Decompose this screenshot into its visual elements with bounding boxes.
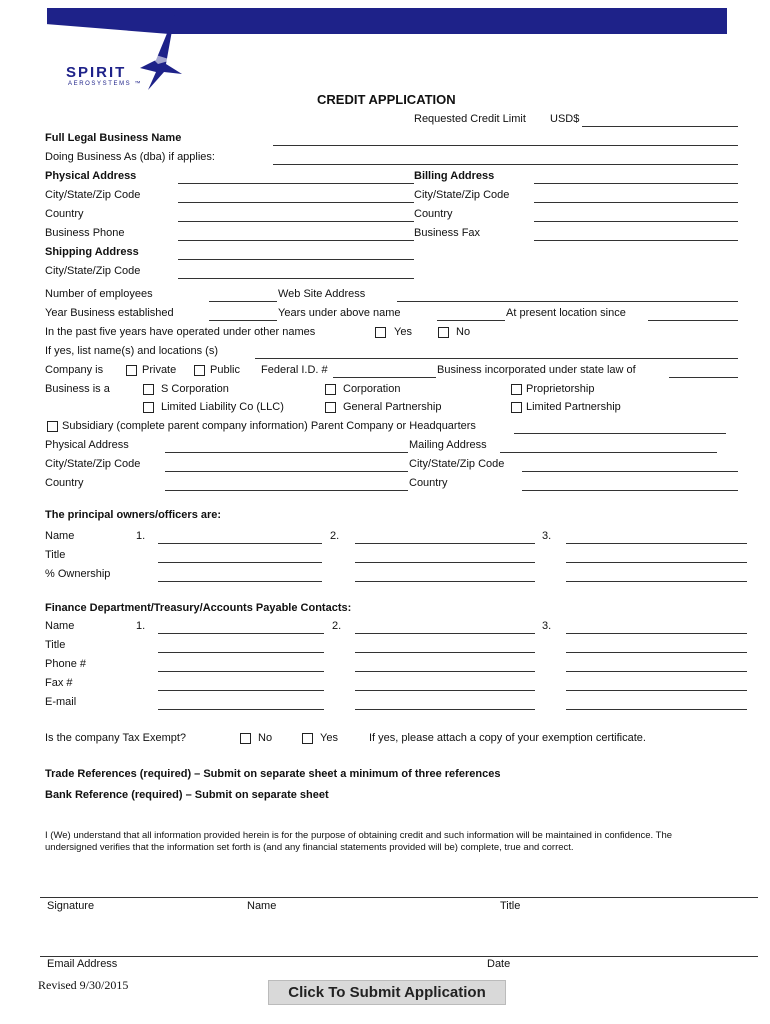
physical-country-input[interactable] <box>178 208 414 222</box>
mailing-address-input[interactable] <box>500 439 717 453</box>
years-under-name-label: Years under above name <box>278 307 401 319</box>
finance-num-1: 1. <box>136 620 146 632</box>
tax-exempt-no-checkbox[interactable] <box>240 733 251 744</box>
private-label: Private <box>142 364 177 376</box>
owner-2-title-input[interactable] <box>355 549 535 563</box>
parent-physical-input[interactable] <box>165 439 408 453</box>
usd-label: USD$ <box>550 113 580 125</box>
bank-reference-note: Bank Reference (required) – Submit on separate sheet <box>45 789 329 801</box>
company-is-label: Company is <box>45 364 104 376</box>
owner-3-name-input[interactable] <box>566 530 747 544</box>
parent-city-label: City/State/Zip Code <box>45 458 141 470</box>
limited-partnership-checkbox[interactable] <box>511 402 522 413</box>
finance-2-name-input[interactable] <box>355 620 535 634</box>
shipping-address-label: Shipping Address <box>45 246 139 258</box>
finance-email-label: E-mail <box>45 696 77 708</box>
owner-num-1: 1. <box>136 530 146 542</box>
public-checkbox[interactable] <box>194 365 205 376</box>
mailing-country-input[interactable] <box>522 477 738 491</box>
federal-id-input[interactable] <box>333 364 436 378</box>
number-employees-input[interactable] <box>209 288 277 302</box>
finance-fax-label: Fax # <box>45 677 73 689</box>
other-names-yes-label: Yes <box>394 326 412 338</box>
finance-heading: Finance Department/Treasury/Accounts Payable Contacts: <box>45 602 352 614</box>
finance-3-name-input[interactable] <box>566 620 747 634</box>
other-names-label: In the past five years have operated under other names <box>45 326 316 338</box>
federal-id-label: Federal I.D. # <box>261 364 328 376</box>
owner-3-title-input[interactable] <box>566 549 747 563</box>
finance-3-email-input[interactable] <box>566 696 747 710</box>
finance-1-email-input[interactable] <box>158 696 324 710</box>
submit-application-button[interactable]: Click To Submit Application <box>268 980 506 1005</box>
owner-1-ownership-input[interactable] <box>158 568 322 582</box>
website-input[interactable] <box>397 288 738 302</box>
public-label: Public <box>210 364 240 376</box>
list-names-label: If yes, list name(s) and locations (s) <box>45 345 219 357</box>
header-separator: / <box>347 33 351 44</box>
incorporated-state-label: Business incorporated under state law of <box>437 364 636 376</box>
corporation-label: Corporation <box>343 383 401 395</box>
finance-3-title-input[interactable] <box>566 639 747 653</box>
exemption-note: If yes, please attach a copy of your exemption certificate. <box>369 732 646 744</box>
business-fax-label: Business Fax <box>414 227 481 239</box>
finance-num-3: 3. <box>542 620 552 632</box>
finance-2-email-input[interactable] <box>355 696 535 710</box>
physical-address-input[interactable] <box>178 170 414 184</box>
proprietorship-label: Proprietorship <box>526 383 595 395</box>
billing-city-label: City/State/Zip Code <box>414 189 510 201</box>
shipping-city-label: City/State/Zip Code <box>45 265 141 277</box>
disclaimer-line-2: undersigned verifies that the information set forth is (and any financial statements provided will be) complete, true and correct. <box>45 842 574 853</box>
private-checkbox[interactable] <box>126 365 137 376</box>
full-legal-name-input[interactable] <box>273 132 738 146</box>
mailing-city-input[interactable] <box>522 458 738 472</box>
billing-address-input[interactable] <box>534 170 738 184</box>
business-phone-label: Business Phone <box>45 227 125 239</box>
trade-references-note: Trade References (required) – Submit on separate sheet a minimum of three references <box>45 768 501 780</box>
signature-label: Signature <box>47 900 95 912</box>
owner-1-title-input[interactable] <box>158 549 322 563</box>
finance-3-fax-input[interactable] <box>566 677 747 691</box>
owner-num-3: 3. <box>542 530 552 542</box>
disclaimer-line-1: I (We) understand that all information provided herein is for the purpose of obtaining credit and such information will be maintained in confidence. The <box>45 830 673 841</box>
city-state-zip-label: City/State/Zip Code <box>45 189 141 201</box>
credit-limit-input[interactable] <box>582 113 738 127</box>
year-established-label: Year Business established <box>45 307 174 319</box>
owner-2-ownership-input[interactable] <box>355 568 535 582</box>
revised-date: Revised 9/30/2015 <box>38 978 129 992</box>
owner-name-label: Name <box>45 530 75 542</box>
finance-2-phone-input[interactable] <box>355 658 535 672</box>
page-title: CREDIT APPLICATION <box>317 92 456 107</box>
other-names-yes-checkbox[interactable] <box>375 327 386 338</box>
logo-sub: AEROSYSTEMS ™ <box>68 81 143 87</box>
finance-2-fax-input[interactable] <box>355 677 535 691</box>
owner-num-2: 2. <box>330 530 340 542</box>
finance-1-phone-input[interactable] <box>158 658 324 672</box>
finance-1-fax-input[interactable] <box>158 677 324 691</box>
business-phone-input[interactable] <box>178 227 414 241</box>
country-label: Country <box>45 208 84 220</box>
parent-physical-label: Physical Address <box>45 439 129 451</box>
billing-country-label: Country <box>414 208 453 220</box>
billing-address-label: Billing Address <box>414 170 495 182</box>
shipping-city-input[interactable] <box>178 265 414 279</box>
physical-address-label: Physical Address <box>45 170 137 182</box>
finance-2-title-input[interactable] <box>355 639 535 653</box>
finance-1-title-input[interactable] <box>158 639 324 653</box>
ownership-label: % Ownership <box>45 568 111 580</box>
general-partnership-checkbox[interactable] <box>325 402 336 413</box>
year-established-input[interactable] <box>209 307 277 321</box>
owner-title-label: Title <box>45 549 66 561</box>
other-names-no-checkbox[interactable] <box>438 327 449 338</box>
email-date-line <box>40 956 758 957</box>
years-under-name-input[interactable] <box>437 307 505 321</box>
owners-heading: The principal owners/officers are: <box>45 509 222 521</box>
llc-label: Limited Liability Co (LLC) <box>161 401 284 413</box>
owner-2-name-input[interactable] <box>355 530 535 544</box>
proprietorship-checkbox[interactable] <box>511 384 522 395</box>
other-names-no-label: No <box>456 326 471 338</box>
general-partnership-label: General Partnership <box>343 401 442 413</box>
email-address-label: Email Address <box>47 958 118 970</box>
finance-1-name-input[interactable] <box>158 620 324 634</box>
subsidiary-label: Subsidiary (complete parent company information) Parent Company or Headquarters <box>62 420 476 432</box>
finance-title-label: Title <box>45 639 66 651</box>
incorporated-state-input[interactable] <box>669 364 738 378</box>
s-corp-label: S Corporation <box>161 383 229 395</box>
list-names-input[interactable] <box>255 345 738 359</box>
finance-phone-label: Phone # <box>45 658 86 670</box>
header-separator: / <box>540 33 544 44</box>
corporation-checkbox[interactable] <box>325 384 336 395</box>
parent-country-label: Country <box>45 477 84 489</box>
tax-exempt-yes-label: Yes <box>320 732 338 744</box>
s-corp-checkbox[interactable] <box>143 384 154 395</box>
subsidiary-checkbox[interactable] <box>47 421 58 432</box>
header-city: Wichita, KS 67278-0008 <box>388 33 513 44</box>
header-website: www.spiritaero.com <box>575 33 676 44</box>
requested-credit-label: Requested Credit Limit <box>414 113 526 125</box>
present-location-input[interactable] <box>648 307 738 321</box>
dba-input[interactable] <box>273 151 738 165</box>
email-date-input[interactable] <box>40 943 758 956</box>
owner-3-ownership-input[interactable] <box>566 568 747 582</box>
physical-city-input[interactable] <box>178 189 414 203</box>
signature-title-label: Title <box>500 900 521 912</box>
finance-name-label: Name <box>45 620 75 632</box>
billing-city-input[interactable] <box>534 189 738 203</box>
tax-exempt-label: Is the company Tax Exempt? <box>45 732 187 744</box>
parent-company-input[interactable] <box>514 420 726 434</box>
signature-name-label: Name <box>247 900 277 912</box>
signature-input[interactable] <box>40 884 758 897</box>
shipping-address-input[interactable] <box>178 246 414 260</box>
mailing-city-label: City/State/Zip Code <box>409 458 505 470</box>
finance-num-2: 2. <box>332 620 342 632</box>
date-label: Date <box>487 958 511 970</box>
po-box: P.O. Box 780008 <box>232 33 319 44</box>
present-location-label: At present location since <box>506 307 626 319</box>
tax-exempt-no-label: No <box>258 732 273 744</box>
full-legal-name-label: Full Legal Business Name <box>45 132 182 144</box>
number-employees-label: Number of employees <box>45 288 153 300</box>
dba-label: Doing Business As (dba) if applies: <box>45 151 215 163</box>
logo-word: SPIRIT <box>66 64 127 81</box>
mailing-country-label: Country <box>409 477 448 489</box>
parent-city-input[interactable] <box>165 458 408 472</box>
llc-checkbox[interactable] <box>143 402 154 413</box>
parent-country-input[interactable] <box>165 477 408 491</box>
tax-exempt-yes-checkbox[interactable] <box>302 733 313 744</box>
owner-1-name-input[interactable] <box>158 530 322 544</box>
finance-3-phone-input[interactable] <box>566 658 747 672</box>
limited-partnership-label: Limited Partnership <box>526 401 621 413</box>
signature-line <box>40 897 758 898</box>
business-is-label: Business is a <box>45 383 110 395</box>
website-label: Web Site Address <box>278 288 366 300</box>
billing-country-input[interactable] <box>534 208 738 222</box>
business-fax-input[interactable] <box>534 227 738 241</box>
mailing-address-label: Mailing Address <box>409 439 487 451</box>
